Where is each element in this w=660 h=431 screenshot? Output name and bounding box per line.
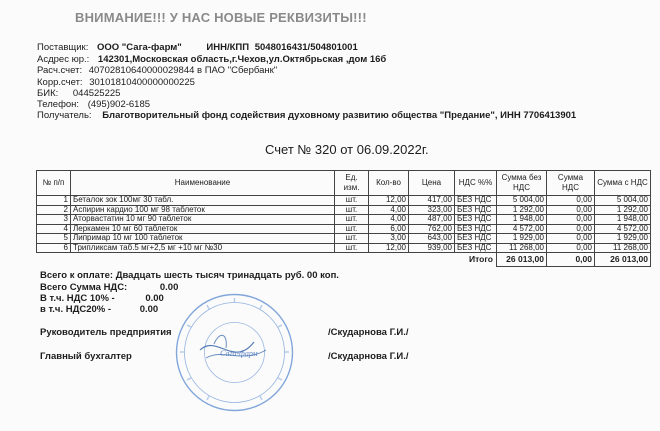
recipient-label: Получатель: [37, 110, 92, 121]
price: 643,00 [409, 234, 455, 244]
vat-sum: 0,00 [547, 243, 595, 253]
vat-rate: БЕЗ НДС [455, 196, 497, 206]
sum-with-vat: 11 268,00 [595, 243, 651, 253]
vat-total-value: 0.00 [159, 282, 179, 293]
vat20-value: 0.00 [139, 304, 159, 315]
unit: шт. [335, 224, 369, 234]
recipient-line [37, 110, 576, 121]
quantity: 3,00 [369, 234, 409, 244]
unit: шт. [335, 234, 369, 244]
row-number: 5 [37, 234, 71, 244]
vat-rate: БЕЗ НДС [455, 234, 497, 244]
quantity: 12,00 [369, 196, 409, 206]
unit: шт. [335, 205, 369, 215]
sum-with-vat: 4 572,00 [595, 224, 651, 234]
vat-rate: БЕЗ НДС [455, 215, 497, 225]
vat-sum: 0,00 [547, 234, 595, 244]
total-row [37, 253, 651, 267]
supplier-value: ООО "Сага-фарм" [97, 42, 182, 53]
bik-value: 044525225 [72, 88, 121, 99]
row-number: 3 [37, 215, 71, 225]
sum-with-vat: 1 292,00 [595, 205, 651, 215]
sum-no-vat: 11 268,00 [497, 243, 547, 253]
unit: шт. [335, 243, 369, 253]
sum-no-vat: 1 292,00 [497, 205, 547, 215]
table-row [37, 243, 651, 253]
recipient-value: Благотворительный фонд содействия духовному развитию общества "Предание", ИНН 7706413901 [102, 110, 577, 121]
vat20-label: в т.ч. НДС20% - [40, 304, 112, 315]
column-header: Ед. изм. [335, 171, 369, 196]
quantity: 6,00 [369, 224, 409, 234]
inn-label: ИНН/КПП [206, 42, 250, 53]
vat-sum: 0,00 [547, 224, 595, 234]
item-name: Аспирин кардио 100 мг 98 таблеток [71, 205, 335, 215]
vat10-label: В т.ч. НДС 10% - [40, 293, 115, 304]
column-header: Цена [409, 171, 455, 196]
total-payable: Всего к оплате: Двадцать шесть тысяч тринадцать руб. 00 коп. [40, 270, 339, 281]
table-row [37, 215, 651, 225]
unit: шт. [335, 196, 369, 206]
account-label: Расч.счет: [37, 65, 83, 76]
sum-no-vat: 1 929,00 [497, 234, 547, 244]
price: 323,00 [409, 205, 455, 215]
vat-total-label: Всего Сумма НДС: [40, 282, 128, 293]
row-number: 1 [37, 196, 71, 206]
vat-total-line [40, 282, 178, 293]
quantity: 4,00 [369, 205, 409, 215]
company-stamp [172, 290, 297, 415]
vat-rate: БЕЗ НДС [455, 205, 497, 215]
table-row [37, 196, 651, 206]
vat-sum: 0,00 [547, 205, 595, 215]
phone-line [37, 99, 150, 110]
vat-sum: 0,00 [547, 196, 595, 206]
phone-label: Телефон: [37, 99, 80, 110]
svg-text:Сага-фарм: Сага-фарм [220, 349, 258, 358]
sum-with-vat: 1 948,00 [595, 215, 651, 225]
sum-no-vat: 1 948,00 [497, 215, 547, 225]
quantity: 12,00 [369, 243, 409, 253]
address-value: 142301,Московская область,г.Чехов,ул.Октябрьская ,дом 16б [97, 54, 387, 65]
bik-line [37, 88, 120, 99]
column-header: Сумма НДС [547, 171, 595, 196]
item-name: Леркамен 10 мг 60 таблеток [71, 224, 335, 234]
price: 487,00 [409, 215, 455, 225]
accountant-name: /Скударнова Г.И./ [328, 351, 409, 362]
vat20-line [40, 304, 158, 315]
address-line [37, 54, 386, 65]
column-header: Наименование [71, 171, 335, 196]
total-label: Итого [469, 254, 493, 265]
item-name: Трипликсам таб.5 мг+2,5 мг +10 мг №30 [71, 243, 335, 253]
inn-value: 5048016431/504801001 [254, 42, 358, 53]
items-table [36, 170, 651, 267]
account-value: 40702810640000029844 в ПАО "Сбербанк" [88, 65, 278, 76]
corr-label: Корр.счет: [37, 77, 83, 88]
unit: шт. [335, 215, 369, 225]
row-number: 6 [37, 243, 71, 253]
column-header: Кол-во [369, 171, 409, 196]
accountant-label: Главный бухгалтер [40, 351, 132, 362]
row-number: 2 [37, 205, 71, 215]
invoice-title: Счет № 320 от 06.09.2022г. [265, 142, 429, 157]
item-name: Аторвастатин 10 мг 90 таблеток [71, 215, 335, 225]
column-header: Сумма с НДС [595, 171, 651, 196]
price: 939,00 [409, 243, 455, 253]
item-name: Беталок зок 100мг 30 табл. [71, 196, 335, 206]
total-no-vat: 26 013,00 [497, 253, 547, 267]
total-with-vat: 26 013,00 [595, 253, 651, 267]
column-header: Сумма без НДС [497, 171, 547, 196]
vat10-value: 0.00 [145, 293, 164, 304]
sum-with-vat: 1 929,00 [595, 234, 651, 244]
director-name: /Скударнова Г.И./ [328, 327, 409, 338]
price: 762,00 [409, 224, 455, 234]
vat-sum: 0,00 [547, 215, 595, 225]
address-label: Асдрес юр.: [37, 54, 90, 65]
total-vat: 0,00 [547, 253, 595, 267]
column-header: № п/п [37, 171, 71, 196]
table-row [37, 234, 651, 244]
vat10-line [40, 293, 164, 304]
column-header: НДС %% [455, 171, 497, 196]
vat-rate: БЕЗ НДС [455, 243, 497, 253]
table-row [37, 224, 651, 234]
item-name: Липримар 10 мг 100 таблеток [71, 234, 335, 244]
table-header-row [37, 171, 651, 196]
phone-value: (495)902-6185 [87, 99, 151, 110]
corr-account-line [37, 77, 195, 88]
notice-banner: ВНИМАНИЕ!!! У НАС НОВЫЕ РЕКВИЗИТЫ!!! [75, 10, 367, 25]
table-row [37, 205, 651, 215]
quantity: 4,00 [369, 215, 409, 225]
corr-value: 30101810400000000225 [89, 77, 195, 88]
sum-with-vat: 5 004,00 [595, 196, 651, 206]
supplier-label: Поставщик: [37, 42, 89, 53]
account-line [37, 65, 277, 76]
row-number: 4 [37, 224, 71, 234]
bik-label: БИК: [37, 88, 59, 99]
sum-no-vat: 5 004,00 [497, 196, 547, 206]
vat-rate: БЕЗ НДС [455, 224, 497, 234]
director-label: Руководитель предприятия [40, 327, 172, 338]
sum-no-vat: 4 572,00 [497, 224, 547, 234]
price: 417,00 [409, 196, 455, 206]
supplier-line [37, 42, 358, 53]
